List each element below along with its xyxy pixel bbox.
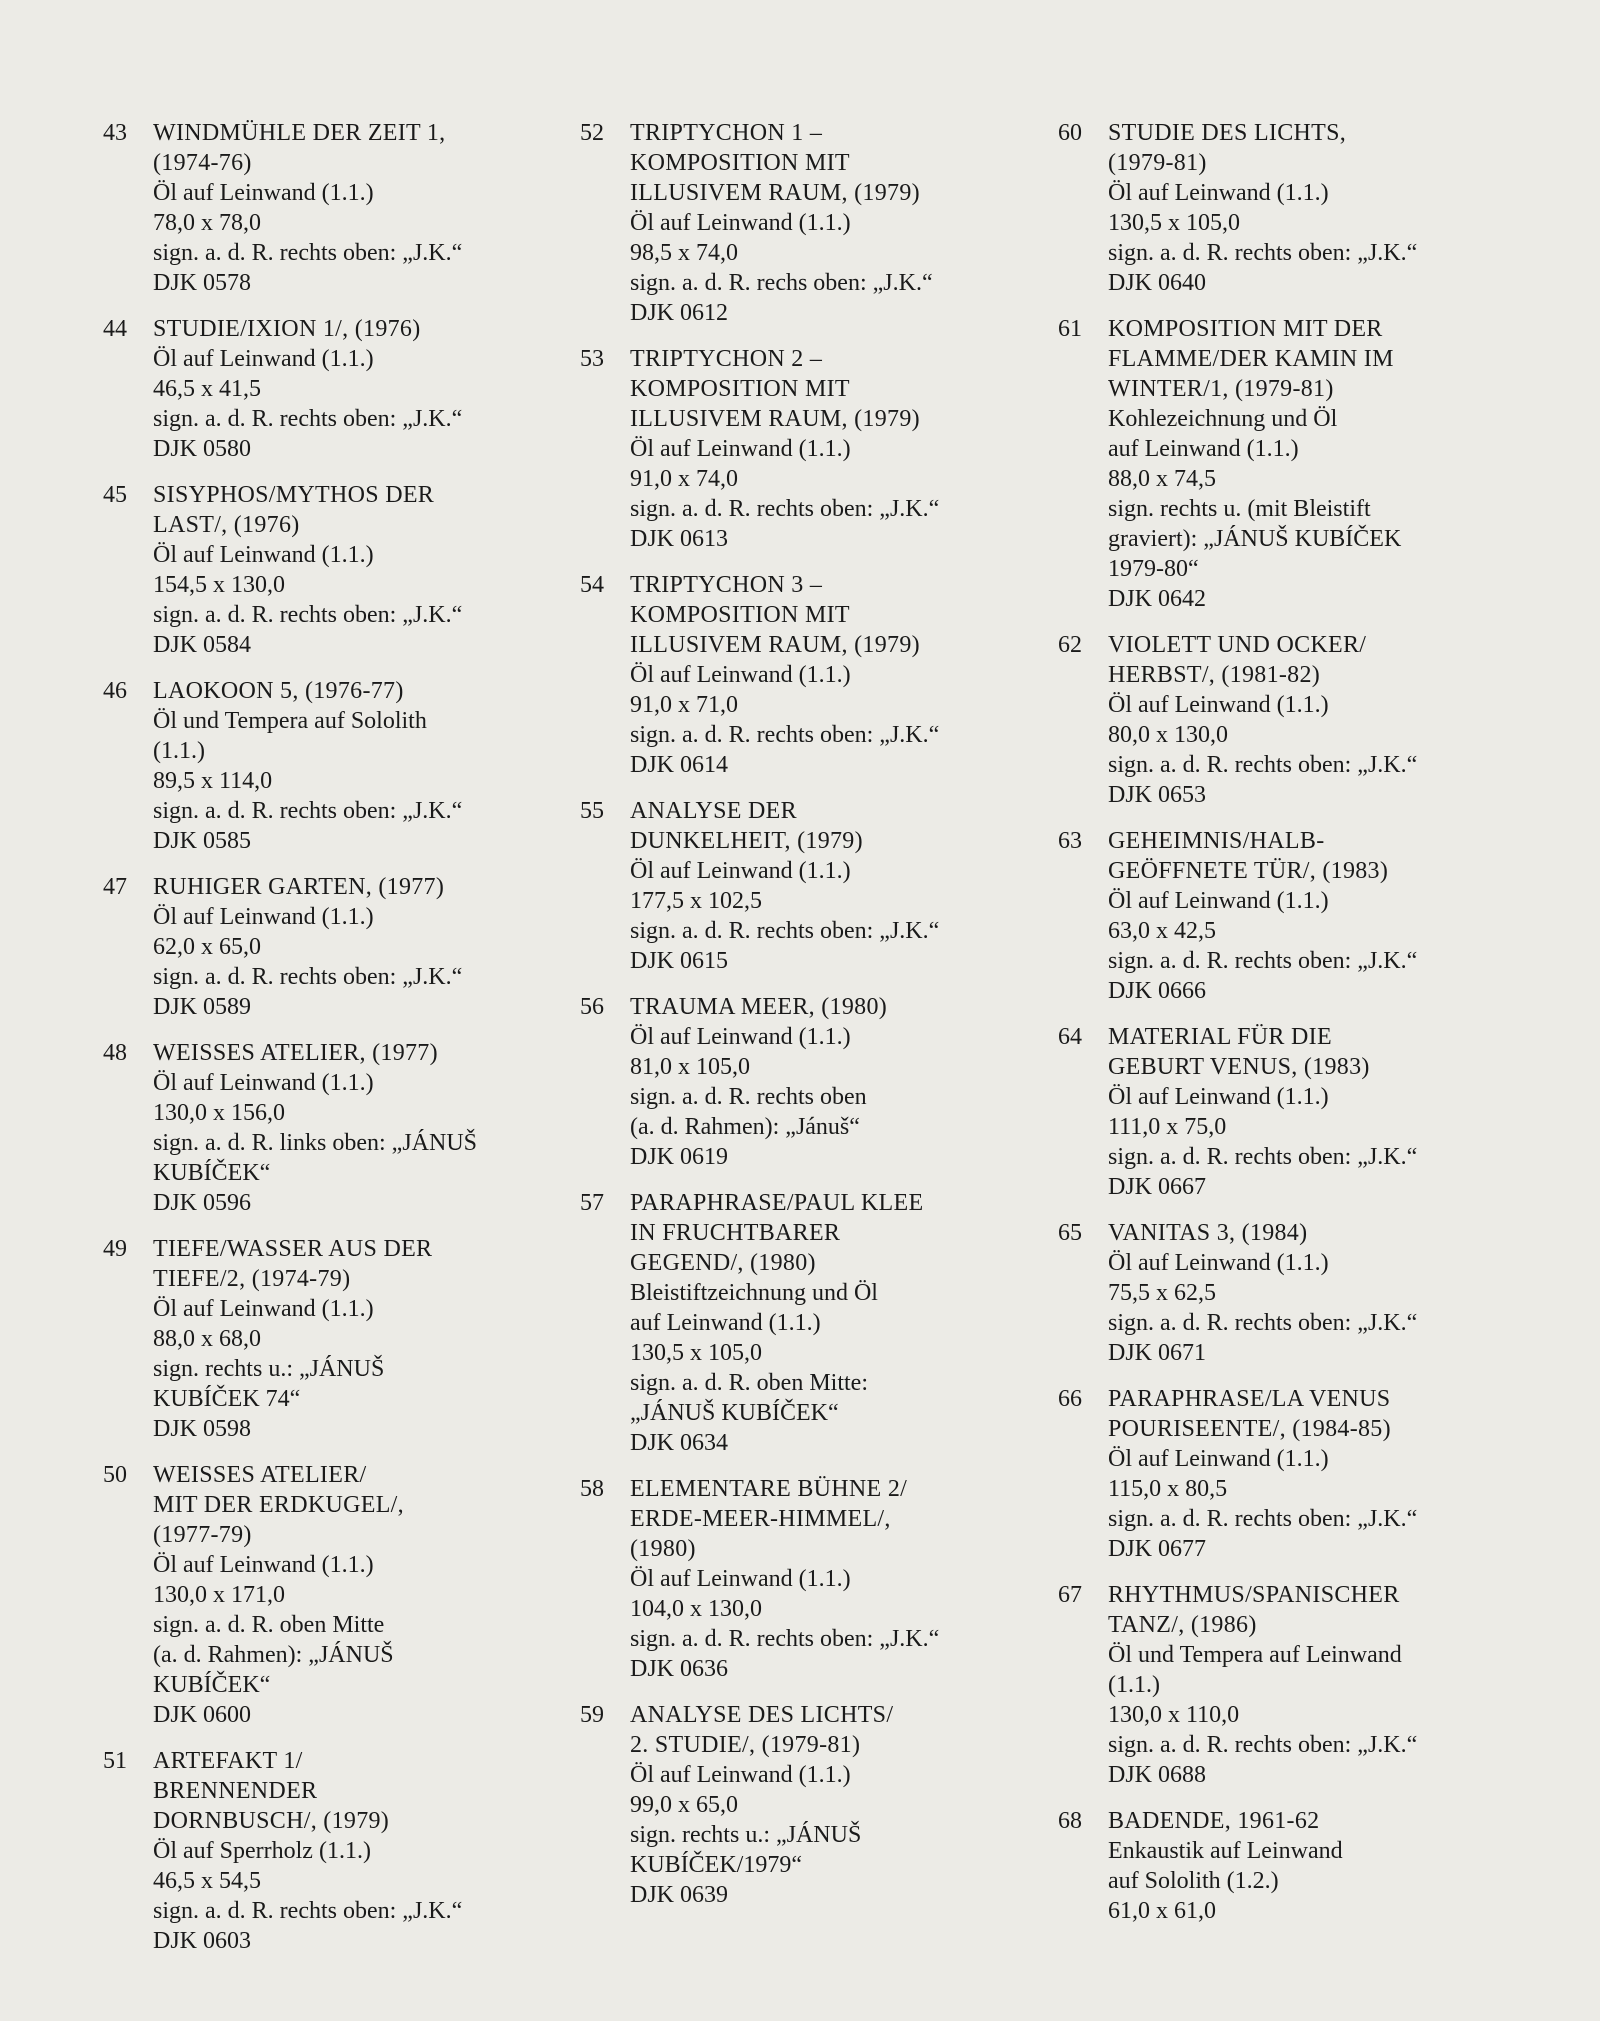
- entry-detail-line: DJK 0600: [153, 1702, 252, 1728]
- entry-title-line: WINTER/1, (1979-81): [1108, 376, 1334, 402]
- entry-detail-line: sign. a. d. R. rechts oben: „J.K.“: [1108, 1732, 1418, 1758]
- entry-title-line: GEBURT VENUS, (1983): [1108, 1054, 1370, 1080]
- entry-detail-line: Kohlezeichnung und Öl: [1108, 406, 1338, 432]
- entry-detail-line: Öl und Tempera auf Sololith: [153, 708, 427, 734]
- entry-number: 61: [1058, 316, 1082, 342]
- entry-detail-line: auf Sololith (1.2.): [1108, 1868, 1279, 1894]
- entry-detail-line: graviert): „JÁNUŠ KUBÍČEK: [1108, 526, 1402, 552]
- entry-detail-line: 1979-80“: [1108, 556, 1199, 582]
- entry-detail-line: DJK 0653: [1108, 782, 1207, 808]
- entry-detail-line: „JÁNUŠ KUBÍČEK“: [630, 1400, 839, 1426]
- entry-text: [1108, 118, 1558, 298]
- entry-detail-line: sign. a. d. R. oben Mitte: [153, 1612, 385, 1638]
- entry-title-line: (1977-79): [153, 1522, 252, 1548]
- entry-detail-line: sign. a. d. R. rechts oben: „J.K.“: [630, 918, 940, 944]
- entry-title-line: VIOLETT UND OCKER/: [1108, 632, 1367, 658]
- entry-number: 52: [580, 120, 604, 146]
- entry-detail-line: Öl auf Leinwand (1.1.): [1108, 180, 1329, 206]
- entry-detail-line: 80,0 x 130,0: [1108, 722, 1228, 748]
- entry-text: [153, 480, 563, 660]
- entry-detail-line: KUBÍČEK“: [153, 1160, 271, 1186]
- entry-detail-line: Öl und Tempera auf Leinwand: [1108, 1642, 1402, 1668]
- entry-text: [630, 570, 1040, 780]
- entry-detail-line: DJK 0667: [1108, 1174, 1207, 1200]
- entry-title-line: FLAMME/DER KAMIN IM: [1108, 346, 1394, 372]
- entry-detail-line: sign. a. d. R. links oben: „JÁNUŠ: [153, 1130, 477, 1156]
- entry-detail-line: DJK 0596: [153, 1190, 252, 1216]
- entry-text: [1108, 630, 1558, 810]
- entry-detail-line: (a. d. Rahmen): „Jánuš“: [630, 1114, 860, 1140]
- entry-number: 54: [580, 572, 604, 598]
- entry-text: [153, 1234, 563, 1444]
- entry-number: 50: [103, 1462, 127, 1488]
- entry-detail-line: Öl auf Leinwand (1.1.): [153, 904, 374, 930]
- catalog-entry: [103, 1234, 563, 1444]
- entry-text: [153, 1746, 563, 1956]
- entry-title-line: ILLUSIVEM RAUM, (1979): [630, 632, 920, 658]
- catalog-entry: [1058, 1384, 1558, 1564]
- entry-text: [1108, 1580, 1558, 1790]
- entry-detail-line: sign. a. d. R. rechts oben: „J.K.“: [630, 496, 940, 522]
- entry-detail-line: Öl auf Leinwand (1.1.): [630, 1762, 851, 1788]
- entry-detail-line: DJK 0615: [630, 948, 729, 974]
- entry-number: 64: [1058, 1024, 1082, 1050]
- entry-title-line: TIEFE/WASSER AUS DER: [153, 1236, 433, 1262]
- entry-detail-line: sign. a. d. R. rechts oben: „J.K.“: [1108, 1144, 1418, 1170]
- catalog-entry: [580, 570, 1040, 780]
- entry-detail-line: sign. a. d. R. rechts oben: „J.K.“: [153, 406, 463, 432]
- catalog-entry: [103, 314, 563, 464]
- entry-detail-line: sign. a. d. R. rechts oben: „J.K.“: [153, 798, 463, 824]
- entry-text: [630, 992, 1040, 1172]
- catalog-entry: [1058, 118, 1558, 298]
- entry-title-line: TRIPTYCHON 1 –: [630, 120, 823, 146]
- catalog-entry: [1058, 1580, 1558, 1790]
- entry-title-line: BRENNENDER: [153, 1778, 318, 1804]
- entry-title-line: TRAUMA MEER, (1980): [630, 994, 888, 1020]
- catalog-entry: [103, 1038, 563, 1218]
- entry-title-line: RUHIGER GARTEN, (1977): [153, 874, 445, 900]
- catalog-entry: [1058, 1806, 1558, 1926]
- entry-title-line: 2. STUDIE/, (1979-81): [630, 1732, 861, 1758]
- entry-detail-line: Öl auf Leinwand (1.1.): [1108, 1446, 1329, 1472]
- entry-text: [630, 1474, 1040, 1684]
- entry-title-line: (1980): [630, 1536, 696, 1562]
- entry-text: [1108, 1384, 1558, 1564]
- entry-detail-line: DJK 0614: [630, 752, 729, 778]
- entry-title-line: MATERIAL FÜR DIE: [1108, 1024, 1332, 1050]
- entry-text: [630, 796, 1040, 976]
- entry-title-line: HERBST/, (1981-82): [1108, 662, 1321, 688]
- entry-number: 63: [1058, 828, 1082, 854]
- entry-title-line: WEISSES ATELIER/: [153, 1462, 367, 1488]
- entry-text: [630, 344, 1040, 554]
- entry-detail-line: DJK 0619: [630, 1144, 729, 1170]
- entry-detail-line: 88,0 x 74,5: [1108, 466, 1216, 492]
- entry-title-line: ERDE-MEER-HIMMEL/,: [630, 1506, 891, 1532]
- entry-detail-line: Öl auf Leinwand (1.1.): [630, 858, 851, 884]
- entry-number: 65: [1058, 1220, 1082, 1246]
- entry-detail-line: sign. rechts u. (mit Bleistift: [1108, 496, 1371, 522]
- entry-title-line: WINDMÜHLE DER ZEIT 1,: [153, 120, 446, 146]
- entry-title-line: WEISSES ATELIER, (1977): [153, 1040, 438, 1066]
- entry-number: 67: [1058, 1582, 1082, 1608]
- entry-title-line: ILLUSIVEM RAUM, (1979): [630, 406, 920, 432]
- entry-number: 56: [580, 994, 604, 1020]
- entry-detail-line: 130,0 x 156,0: [153, 1100, 285, 1126]
- entry-detail-line: Öl auf Leinwand (1.1.): [153, 180, 374, 206]
- entry-title-line: LAST/, (1976): [153, 512, 300, 538]
- entry-title-line: ILLUSIVEM RAUM, (1979): [630, 180, 920, 206]
- entry-title-line: MIT DER ERDKUGEL/,: [153, 1492, 404, 1518]
- entry-number: 57: [580, 1190, 604, 1216]
- entry-title-line: TRIPTYCHON 3 –: [630, 572, 823, 598]
- entry-detail-line: 130,0 x 110,0: [1108, 1702, 1240, 1728]
- entry-title-line: BADENDE, 1961-62: [1108, 1808, 1320, 1834]
- entry-number: 60: [1058, 120, 1082, 146]
- entry-text: [153, 872, 563, 1022]
- entry-detail-line: sign. a. d. R. rechts oben: „J.K.“: [630, 1626, 940, 1652]
- catalog-entry: [103, 118, 563, 298]
- entry-detail-line: DJK 0613: [630, 526, 729, 552]
- entry-detail-line: DJK 0636: [630, 1656, 729, 1682]
- entry-detail-line: 91,0 x 71,0: [630, 692, 738, 718]
- entry-detail-line: 88,0 x 68,0: [153, 1326, 261, 1352]
- catalog-entry: [1058, 630, 1558, 810]
- entry-number: 48: [103, 1040, 127, 1066]
- entry-number: 51: [103, 1748, 127, 1774]
- entry-detail-line: DJK 0589: [153, 994, 252, 1020]
- entry-detail-line: sign. a. d. R. rechts oben: „J.K.“: [153, 240, 463, 266]
- entry-title-line: SISYPHOS/MYTHOS DER: [153, 482, 435, 508]
- entry-detail-line: Öl auf Leinwand (1.1.): [153, 1552, 374, 1578]
- entry-detail-line: KUBÍČEK/1979“: [630, 1852, 802, 1878]
- entry-detail-line: sign. a. d. R. rechts oben: „J.K.“: [1108, 948, 1418, 974]
- entry-detail-line: 61,0 x 61,0: [1108, 1898, 1216, 1924]
- entry-detail-line: (a. d. Rahmen): „JÁNUŠ: [153, 1642, 394, 1668]
- entry-number: 44: [103, 316, 127, 342]
- entry-detail-line: Öl auf Leinwand (1.1.): [630, 210, 851, 236]
- catalog-entry: [1058, 1218, 1558, 1368]
- catalog-entry: [103, 872, 563, 1022]
- entry-detail-line: Öl auf Leinwand (1.1.): [153, 346, 374, 372]
- catalog-entry: [580, 1474, 1040, 1684]
- entry-detail-line: Öl auf Leinwand (1.1.): [153, 1070, 374, 1096]
- entry-detail-line: DJK 0671: [1108, 1340, 1207, 1366]
- entry-detail-line: DJK 0612: [630, 300, 729, 326]
- entry-detail-line: sign. a. d. R. rechts oben: „J.K.“: [630, 722, 940, 748]
- entry-detail-line: auf Leinwand (1.1.): [630, 1310, 821, 1336]
- entry-detail-line: 154,5 x 130,0: [153, 572, 285, 598]
- catalog-column-1: [103, 118, 563, 1972]
- entry-title-line: GEGEND/, (1980): [630, 1250, 816, 1276]
- entry-detail-line: DJK 0639: [630, 1882, 729, 1908]
- entry-detail-line: DJK 0642: [1108, 586, 1207, 612]
- catalog-column-3: [1058, 118, 1558, 1942]
- entry-title-line: ANALYSE DER: [630, 798, 797, 824]
- entry-detail-line: Öl auf Sperrholz (1.1.): [153, 1838, 371, 1864]
- entry-title-line: GEÖFFNETE TÜR/, (1983): [1108, 858, 1389, 884]
- entry-title-line: KOMPOSITION MIT DER: [1108, 316, 1383, 342]
- entry-title-line: (1974-76): [153, 150, 252, 176]
- entry-title-line: GEHEIMNIS/HALB-: [1108, 828, 1325, 854]
- entry-detail-line: 63,0 x 42,5: [1108, 918, 1216, 944]
- entry-text: [1108, 826, 1558, 1006]
- entry-detail-line: 46,5 x 41,5: [153, 376, 261, 402]
- entry-detail-line: sign. a. d. R. oben Mitte:: [630, 1370, 868, 1396]
- entry-text: [630, 1700, 1040, 1910]
- entry-title-line: IN FRUCHTBARER: [630, 1220, 841, 1246]
- entry-title-line: STUDIE/IXION 1/, (1976): [153, 316, 421, 342]
- entry-detail-line: DJK 0585: [153, 828, 252, 854]
- entry-title-line: LAOKOON 5, (1976-77): [153, 678, 404, 704]
- catalog-entry: [580, 796, 1040, 976]
- entry-detail-line: 81,0 x 105,0: [630, 1054, 750, 1080]
- entry-detail-line: 78,0 x 78,0: [153, 210, 261, 236]
- entry-title-line: KOMPOSITION MIT: [630, 150, 850, 176]
- entry-detail-line: DJK 0598: [153, 1416, 252, 1442]
- entry-detail-line: 111,0 x 75,0: [1108, 1114, 1227, 1140]
- entry-detail-line: DJK 0634: [630, 1430, 729, 1456]
- entry-text: [153, 676, 563, 856]
- entry-detail-line: 130,5 x 105,0: [630, 1340, 762, 1366]
- entry-title-line: DORNBUSCH/, (1979): [153, 1808, 390, 1834]
- catalog-column-2: [580, 118, 1040, 1926]
- entry-title-line: RHYTHMUS/SPANISCHER: [1108, 1582, 1400, 1608]
- entry-title-line: TRIPTYCHON 2 –: [630, 346, 823, 372]
- entry-detail-line: Öl auf Leinwand (1.1.): [1108, 1084, 1329, 1110]
- entry-title-line: TANZ/, (1986): [1108, 1612, 1257, 1638]
- catalog-entry: [580, 1188, 1040, 1458]
- entry-detail-line: DJK 0666: [1108, 978, 1207, 1004]
- entry-number: 55: [580, 798, 604, 824]
- entry-text: [630, 1188, 1040, 1458]
- entry-detail-line: sign. a. d. R. rechts oben: „J.K.“: [153, 1898, 463, 1924]
- entry-detail-line: 130,5 x 105,0: [1108, 210, 1240, 236]
- entry-detail-line: 130,0 x 171,0: [153, 1582, 285, 1608]
- entry-detail-line: 75,5 x 62,5: [1108, 1280, 1216, 1306]
- entry-number: 68: [1058, 1808, 1082, 1834]
- catalog-entry: [103, 1460, 563, 1730]
- entry-detail-line: sign. a. d. R. rechs oben: „J.K.“: [630, 270, 933, 296]
- entry-detail-line: sign. a. d. R. rechts oben: „J.K.“: [1108, 752, 1418, 778]
- entry-detail-line: sign. a. d. R. rechts oben: [630, 1084, 867, 1110]
- entry-detail-line: 91,0 x 74,0: [630, 466, 738, 492]
- entry-detail-line: 104,0 x 130,0: [630, 1596, 762, 1622]
- entry-number: 66: [1058, 1386, 1082, 1412]
- entry-detail-line: 99,0 x 65,0: [630, 1792, 738, 1818]
- entry-text: [153, 1460, 563, 1730]
- entry-number: 53: [580, 346, 604, 372]
- entry-detail-line: Öl auf Leinwand (1.1.): [153, 1296, 374, 1322]
- entry-detail-line: 115,0 x 80,5: [1108, 1476, 1228, 1502]
- entry-title-line: ANALYSE DES LICHTS/: [630, 1702, 894, 1728]
- entry-detail-line: DJK 0677: [1108, 1536, 1207, 1562]
- entry-detail-line: Öl auf Leinwand (1.1.): [153, 542, 374, 568]
- entry-detail-line: Öl auf Leinwand (1.1.): [1108, 1250, 1329, 1276]
- entry-title-line: (1979-81): [1108, 150, 1207, 176]
- catalog-entry: [580, 1700, 1040, 1910]
- entry-title-line: PARAPHRASE/LA VENUS: [1108, 1386, 1391, 1412]
- catalog-entry: [103, 1746, 563, 1956]
- entry-detail-line: Öl auf Leinwand (1.1.): [630, 662, 851, 688]
- entry-title-line: KOMPOSITION MIT: [630, 602, 850, 628]
- entry-number: 62: [1058, 632, 1082, 658]
- entry-detail-line: sign. rechts u.: „JÁNUŠ: [153, 1356, 385, 1382]
- entry-detail-line: sign. rechts u.: „JÁNUŠ: [630, 1822, 862, 1848]
- entry-title-line: PARAPHRASE/PAUL KLEE: [630, 1190, 924, 1216]
- entry-number: 58: [580, 1476, 604, 1502]
- entry-detail-line: DJK 0584: [153, 632, 252, 658]
- entry-text: [1108, 314, 1558, 614]
- entry-detail-line: sign. a. d. R. rechts oben: „J.K.“: [1108, 1310, 1418, 1336]
- entry-text: [1108, 1806, 1558, 1926]
- entry-detail-line: Bleistiftzeichnung und Öl: [630, 1280, 878, 1306]
- catalog-entry: [580, 992, 1040, 1172]
- entry-title-line: ARTEFAKT 1/: [153, 1748, 303, 1774]
- entry-text: [153, 118, 563, 298]
- entry-text: [153, 314, 563, 464]
- entry-detail-line: Öl auf Leinwand (1.1.): [630, 1024, 851, 1050]
- entry-title-line: VANITAS 3, (1984): [1108, 1220, 1308, 1246]
- entry-detail-line: 89,5 x 114,0: [153, 768, 273, 794]
- entry-detail-line: KUBÍČEK“: [153, 1672, 271, 1698]
- entry-detail-line: sign. a. d. R. rechts oben: „J.K.“: [1108, 240, 1418, 266]
- entry-detail-line: DJK 0688: [1108, 1762, 1207, 1788]
- entry-detail-line: Öl auf Leinwand (1.1.): [630, 436, 851, 462]
- catalog-entry: [580, 344, 1040, 554]
- entry-detail-line: Öl auf Leinwand (1.1.): [1108, 888, 1329, 914]
- entry-detail-line: sign. a. d. R. rechts oben: „J.K.“: [1108, 1506, 1418, 1532]
- entry-detail-line: Enkaustik auf Leinwand: [1108, 1838, 1343, 1864]
- entry-detail-line: sign. a. d. R. rechts oben: „J.K.“: [153, 964, 463, 990]
- catalog-entry: [580, 118, 1040, 328]
- entry-number: 47: [103, 874, 127, 900]
- entry-detail-line: 177,5 x 102,5: [630, 888, 762, 914]
- entry-text: [153, 1038, 563, 1218]
- entry-text: [1108, 1022, 1558, 1202]
- entry-number: 45: [103, 482, 127, 508]
- entry-detail-line: KUBÍČEK 74“: [153, 1386, 301, 1412]
- entry-text: [1108, 1218, 1558, 1368]
- entry-detail-line: DJK 0578: [153, 270, 252, 296]
- catalog-entry: [103, 480, 563, 660]
- entry-title-line: STUDIE DES LICHTS,: [1108, 120, 1347, 146]
- entry-title-line: POURISEENTE/, (1984-85): [1108, 1416, 1391, 1442]
- entry-title-line: TIEFE/2, (1974-79): [153, 1266, 351, 1292]
- entry-detail-line: Öl auf Leinwand (1.1.): [630, 1566, 851, 1592]
- entry-detail-line: DJK 0640: [1108, 270, 1207, 296]
- entry-number: 59: [580, 1702, 604, 1728]
- entry-number: 46: [103, 678, 127, 704]
- entry-detail-line: 46,5 x 54,5: [153, 1868, 261, 1894]
- entry-detail-line: (1.1.): [1108, 1672, 1160, 1698]
- entry-number: 43: [103, 120, 127, 146]
- entry-number: 49: [103, 1236, 127, 1262]
- entry-detail-line: DJK 0603: [153, 1928, 252, 1954]
- entry-detail-line: 62,0 x 65,0: [153, 934, 261, 960]
- entry-detail-line: 98,5 x 74,0: [630, 240, 738, 266]
- entry-detail-line: Öl auf Leinwand (1.1.): [1108, 692, 1329, 718]
- entry-title-line: DUNKELHEIT, (1979): [630, 828, 863, 854]
- catalog-entry: [103, 676, 563, 856]
- entry-text: [630, 118, 1040, 328]
- entry-detail-line: DJK 0580: [153, 436, 252, 462]
- entry-detail-line: (1.1.): [153, 738, 205, 764]
- entry-title-line: KOMPOSITION MIT: [630, 376, 850, 402]
- entry-detail-line: sign. a. d. R. rechts oben: „J.K.“: [153, 602, 463, 628]
- catalog-entry: [1058, 826, 1558, 1006]
- catalog-entry: [1058, 1022, 1558, 1202]
- catalog-entry: [1058, 314, 1558, 614]
- entry-title-line: ELEMENTARE BÜHNE 2/: [630, 1476, 908, 1502]
- entry-detail-line: auf Leinwand (1.1.): [1108, 436, 1299, 462]
